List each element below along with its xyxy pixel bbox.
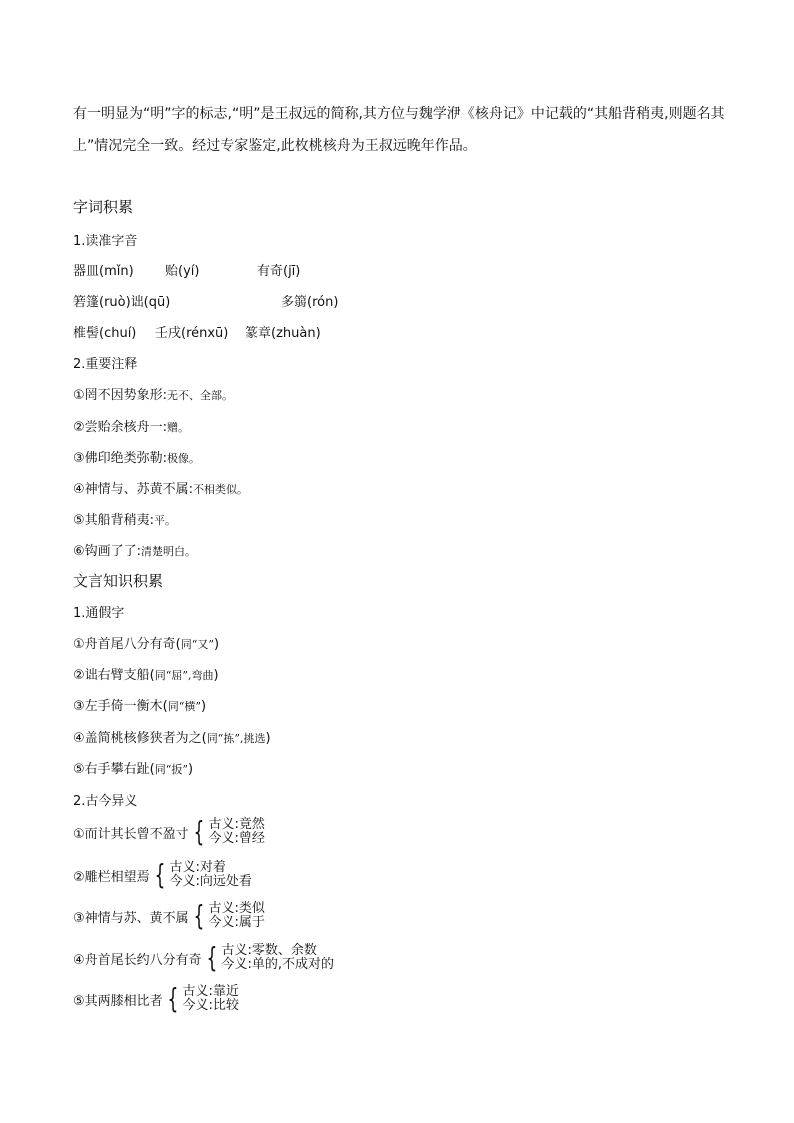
intro-paragraph: 有一明显为“明”字的标志,“明”是王叔远的简称,其方位与魏学洢《核舟记》中记载的“其船背稍夷,则题名其上”情况完全一致。经过专家鉴定,此枚桃核舟为王叔远晚年作品。 bbox=[73, 106, 725, 154]
annotation-item: ⑤其船背稍夷:平。 bbox=[73, 513, 177, 528]
tongjia-item: ①舟首尾八分有奇(同“又”) bbox=[73, 637, 220, 652]
pronunciation-item: 器皿(mǐn) bbox=[73, 264, 134, 279]
pronunciation-item: 篆章(zhuàn) bbox=[245, 326, 321, 341]
annotation-item: ②尝贻余核舟一:赠。 bbox=[73, 420, 190, 435]
pronunciation-item: 有奇(jī) bbox=[257, 264, 301, 279]
pronunciation-item: 多篛(rón) bbox=[281, 295, 339, 310]
brace-icon: { bbox=[154, 858, 165, 891]
yiyi-item: ②雕栏相望焉 { 古义:对着 今义:向远处看 bbox=[73, 858, 252, 891]
pronunciation-item: 贻(yí) bbox=[165, 264, 200, 279]
annotation-item: ③佛印绝类弥勒:极像。 bbox=[73, 451, 201, 466]
brace-icon: { bbox=[167, 982, 178, 1015]
pronunciation-item: 壬戌(rénxū) bbox=[155, 326, 229, 341]
pronunciation-item: 箬篷(ruò)诎(qū) bbox=[73, 295, 171, 310]
tongjia-item: ②诎右臂支船(同“屈”,弯曲) bbox=[73, 668, 219, 683]
subsection-gujin-yiyi: 2.古今异义 bbox=[73, 794, 138, 809]
tongjia-item: ⑤右手攀右趾(同“扳”) bbox=[73, 762, 194, 777]
tongjia-item: ④盖简桃核修狭者为之(同“拣”,挑选) bbox=[73, 731, 271, 746]
yiyi-item: ①而计其长曾不盈寸 { 古义:竟然 今义:曾经 bbox=[73, 815, 265, 848]
annotation-item: ④神情与、苏黄不属:不相类似。 bbox=[73, 482, 249, 497]
tongjia-item: ③左手倚一衡木(同“横”) bbox=[73, 699, 207, 714]
brace-icon: { bbox=[193, 815, 204, 848]
subsection-tongjia: 1.通假字 bbox=[73, 606, 125, 621]
brace-icon: { bbox=[193, 899, 204, 932]
yiyi-item: ④舟首尾长约八分有奇 { 古义:零数、余数 今义:单的,不成对的 bbox=[73, 941, 334, 974]
subsection-annotations: 2.重要注释 bbox=[73, 357, 138, 372]
annotation-item: ①罔不因势象形:无不、全部。 bbox=[73, 388, 234, 403]
yiyi-item: ③神情与苏、黄不属 { 古义:类似 今义:属于 bbox=[73, 899, 265, 932]
subsection-pronunciation: 1.读准字音 bbox=[73, 234, 138, 249]
pronunciation-item: 椎髻(chuí) bbox=[73, 326, 137, 341]
section-title-vocabulary: 字词积累 bbox=[73, 198, 134, 216]
section-title-classical: 文言知识积累 bbox=[73, 572, 164, 590]
annotation-item: ⑥钩画了了:清楚明白。 bbox=[73, 544, 197, 559]
yiyi-item: ⑤其两膝相比者 { 古义:靠近 今义:比较 bbox=[73, 982, 239, 1015]
brace-icon: { bbox=[206, 941, 217, 974]
